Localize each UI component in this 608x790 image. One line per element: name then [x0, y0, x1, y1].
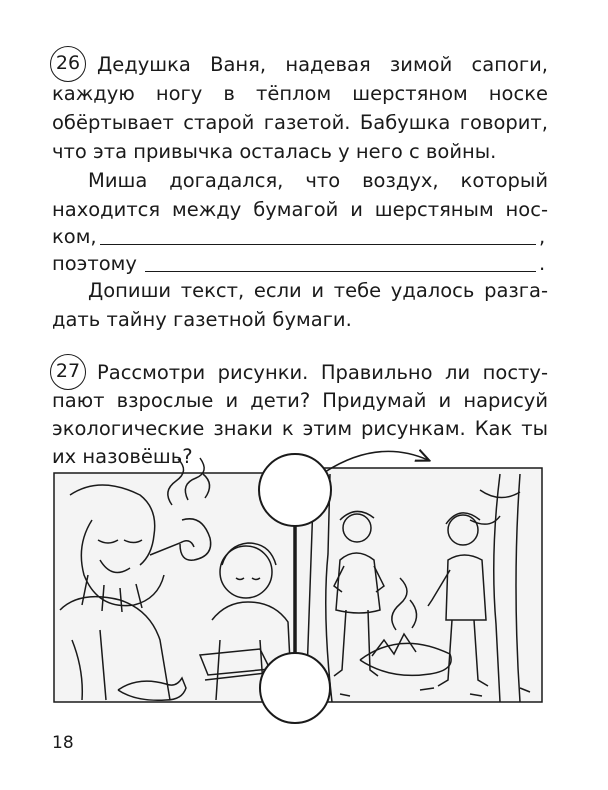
- task-text-line: дать тайну газетной бумаги.: [52, 308, 352, 331]
- task-text-line: что эта привычка осталась у него с войны.: [52, 140, 497, 163]
- bonfire-children-picture: [296, 468, 542, 702]
- eco-sign-circle-bottom[interactable]: [260, 653, 330, 723]
- comma-mark: ,: [539, 225, 546, 248]
- task-number-badge: 26: [50, 46, 86, 82]
- task-text-line: их назовёшь?: [52, 445, 193, 468]
- task-number-badge: 27: [50, 354, 86, 390]
- task-text-line: находится между бумагой и шерстяным нос-: [52, 198, 548, 221]
- task-text-line: Рассмотри рисунки. Правильно ли посту-: [97, 361, 548, 384]
- period-mark: .: [539, 252, 546, 275]
- task-text-line: ком,: [52, 225, 97, 248]
- eco-sign-circle-top[interactable]: [259, 454, 331, 526]
- task-text-line: обёртывает старой газетой. Бабушка говорит,: [52, 111, 548, 134]
- task-text-line: каждую ногу в тёплом шерстяном носке: [52, 82, 548, 105]
- task-text-line: Допиши текст, если и тебе удалось разга-: [88, 279, 548, 302]
- task-text-line: поэтому: [52, 252, 137, 275]
- task-text-line: экологические знаки к этим рисункам. Как ты: [52, 417, 548, 440]
- task-text-line: Дедушка Ваня, надевая зимой сапоги,: [97, 53, 548, 76]
- task-text-line: Миша догадался, что воздух, который: [88, 169, 548, 192]
- page-number: 18: [52, 733, 74, 753]
- task-text-line: пают взрослые и дети? Придумай и нарисуй: [52, 389, 548, 412]
- smoking-grandfather-picture: [54, 458, 294, 702]
